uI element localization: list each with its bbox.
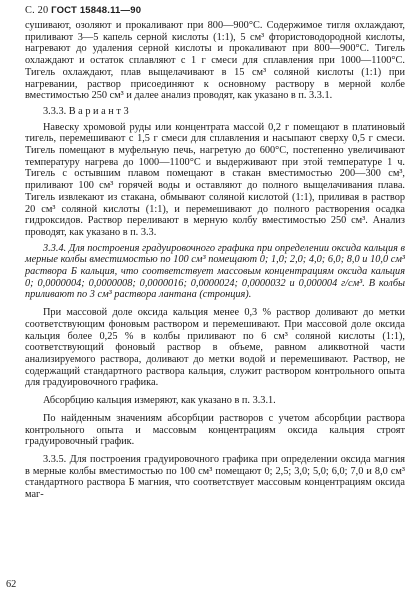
paragraph-graph-construction: По найденным значениям абсорбции растворов с учетом абсорбции раствора контрольного опыта и массовым концентрациям оксида кальция строят градуировочный график. [25, 412, 405, 448]
paragraph-3-3-5: 3.3.5. Для построения градуировочного графика при определении оксида магния в мерные колбы вместимостью по 100 см³ помещают 0; 2,5; 3,0; 5,0; 6,0; 7,0 и 8,0 см³ стандартного раствора Б магния, что соответствует массовым концентрациям оксида маг- [25, 453, 405, 501]
header-letter: С. [25, 5, 35, 16]
paragraph-calcium-dilution: При массовой доле оксида кальция менее 0,3 % раствор доливают до метки соответствующим фоновым раствором и перемешивают. При массовой доле оксида кальция более 0,25 % в колбы приливают по 6 см³ соляной кислоты (1:1), соответствующий фоновый раствор в объеме, равном аликвотной части анализируемого раствора, доливают до метки водой и перемешивают. Раствор, не содержащий стандартного раствора кальция, служит раствором контрольного опыта для градуировочного графика. [25, 307, 405, 389]
paragraph-absorption: Абсорбцию кальция измеряют, как указано в п. 3.3.1. [43, 395, 276, 407]
page-number: 62 [6, 579, 17, 590]
header-standard-code: ГОСТ 15848.11—90 [51, 5, 142, 16]
paragraph-variant-3: Навеску хромовой руды или концентрата массой 0,2 г помещают в платиновый тигель, перемешивают с 1,5 г смеси для сплавления и насыпают сверху 0,5 г смеси. Тигель помещают в муфельную печь, нагретую до 600°С, постепенно увеличивают температуру нагрева до 1000—1100°С и выдерживают при этой температуре 1 ч. Тигель с остывшим плавом помещают в стакан вместимостью 200—300 см³, приливают 100 см³ горячей воды и оставляют до полного выщелачивания плава. Тигель извлекают из стакана, обмывают соляной кислотой (1:1), приливая в раствор 20 см³ соляной кислоты (1:1), и перемешивают до полного растворения осадка гидроксидов. Раствор переливают в мерную колбу вместимостью 250 см³. Анализ проводят, как указано в п. 3.3. [25, 121, 405, 238]
section-heading-variant-3: 3.3.3. В а р и а н т 3 [43, 105, 129, 117]
paragraph-3-3-4: 3.3.4. Для построения градуировочного графика при определении оксида кальция в мерные колбы вместимостью по 100 см³ помещают 0; 1,0; 2,0; 4,0; 6,0; 8,0 и 10,0 см³ раствора Б кальция, что соответствует массовым концентрациям оксида кальция 0; 0,0000004; 0,0000008; 0,0000016; 0,0000024; 0,0000032 и 0,000004 г/см³. В колбы приливают по 3 см³ раствора лантана (стронция). [25, 242, 405, 301]
page-header [25, 5, 405, 19]
header-page-number: 20 [37, 5, 49, 16]
paragraph-continuation: сушивают, озоляют и прокаливают при 800—900°С. Содержимое тигля охлаждают, приливают 3—5 капель серной кислоты (1:1), 5 см³ фтористоводородной кислоты, нагревают до удаления серной кислоты и прокаливают при 800—900°С. Тигель охлаждают и остаток сплавляют с 1 г смеси для сплавления при 1000—1100°С. Тигель охлаждают, плав выщелачивают в 15 см³ соляной кислоты (1:1) при нагревании, раствор присоединяют к основному раствору в мерной колбе вместимостью 250 см³ и далее анализ проводят, как указано в п. 3.3.1. [25, 20, 405, 102]
